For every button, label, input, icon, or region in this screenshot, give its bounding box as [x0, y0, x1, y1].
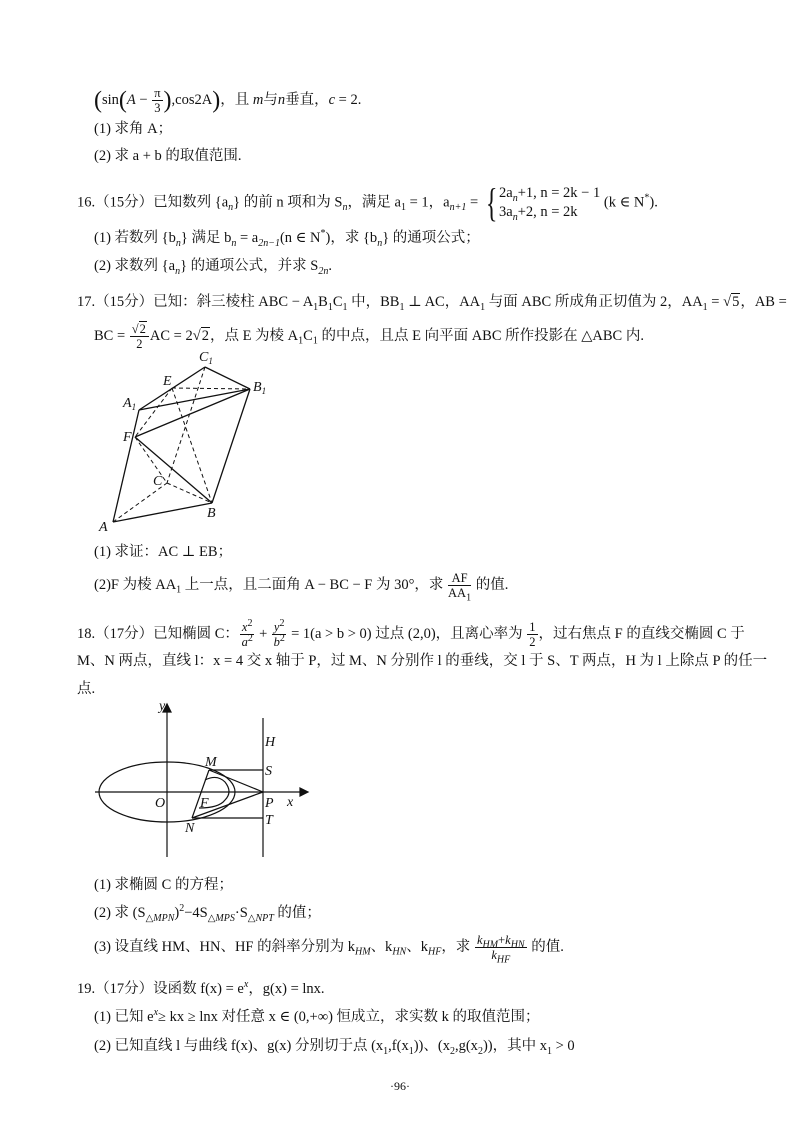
label-e: E — [163, 374, 172, 389]
label-t: T — [265, 813, 273, 828]
q16-subquestion-1: (1) 若数列 $\{b_n\}$ 满足 $b_n = a_{2n-1}(n$ ∈ N*)，求 $\{b_n\}$ 的通项公式； — [94, 228, 480, 249]
q15-subquestion-2: (2) 求 a + b 的取值范围. — [94, 148, 242, 164]
label-f: F — [200, 796, 209, 811]
label-m: M — [205, 755, 217, 770]
q17-statement-line-1: 17.（15分）已知：斜三棱柱 ABC − $A_1B_1C_1$ 中，$BB_1$ ⊥ AC，$AA_1$ 与面 ABC 所成角正切值为 2，$AA_1 = √5$，AB = — [77, 294, 787, 313]
label-a1: $A_1$ — [123, 396, 137, 412]
page-number: ·96· — [390, 1079, 410, 1093]
label-o: O — [155, 796, 166, 811]
q19-subquestion-1: (1) 已知 $e^x\ge$ kx ≥ lnx 对任意 x ∈ (0,+∞) 恒成立，求实数 k 的取值范围； — [94, 1007, 540, 1025]
q18-subquestion-1: (1) 求椭圆 C 的方程； — [94, 877, 233, 893]
label-x: x — [287, 795, 294, 810]
edge-a1-a — [113, 410, 139, 522]
edge-c1-b1 — [205, 367, 250, 389]
edge-c1-c — [167, 367, 205, 483]
q18-statement-line-1: 18.（17分）已知椭圆 C： $\frac{x^2}{a^2}$ + $\frac{y^2}{b^2}$ = 1(a > b > 0) 过点 (2,0)，且离心率为 $\frac{1}{2}$ ，过右焦点 F 的直线交椭圆 C 于 — [77, 617, 745, 649]
edge-e-b1 — [172, 388, 250, 389]
q15-subquestion-1: (1) 求角 A； — [94, 121, 173, 137]
q19-statement: 19.（17分）设函数 $f(x) = e^x$，g(x) = lnx. — [77, 979, 325, 997]
q19-subquestion-2: (2) 已知直线 l 与曲线 f(x)、g(x) 分别切于点 $(x_1,f(x_1))$、$(x_2,g(x_2))$，其中 $x_1 > 0$ — [94, 1038, 575, 1057]
label-s: S — [265, 764, 272, 779]
label-a: A — [99, 520, 108, 535]
label-y: y — [159, 700, 166, 714]
label-c: C — [153, 474, 163, 489]
x-axis-arrow — [300, 788, 308, 796]
label-p: P — [265, 796, 274, 811]
label-f: F — [123, 430, 132, 445]
q18-statement-line-2: M、N 两点，直线 l：x = 4 交 x 轴于 P，过 M、N 分别作 l 的垂线，交 l 于 S、T 两点，H 为 l 上除点 P 的任一 — [77, 653, 768, 669]
q16-statement: 16.（15分）已知数列 $\{a_n\}$ 的前 n 项和为 $S_n$，满足 $a_1 = 1$，$a_{n+1}$ = { $2a_n+1$, n = 2k − 1 $3a_n+2$, n = 2k (k ∈ N*). — [77, 180, 658, 225]
edge-f-b1 — [135, 389, 250, 437]
edge-c-b — [167, 483, 212, 503]
q15-condition-line: (sin(A − $\frac{\pi}{3}$ ),cos2A)，且 m与n垂直，c = 2. — [94, 86, 362, 115]
label-c1: $C_1$ — [199, 350, 213, 366]
q16-subquestion-2: (2) 求数列 $\{a_n\}$ 的通项公式，并求 $S_{2n}$. — [94, 258, 332, 277]
segment-mp — [209, 770, 263, 792]
q18-subquestion-2: (2) 求 $(S_{\triangle MPN})^2-4S_{\triangle MPS}\cdot S_{\triangle NPT}$ 的值； — [94, 903, 321, 924]
q17-prism-figure — [95, 345, 285, 535]
q18-statement-line-3: 点. — [77, 681, 96, 697]
edge-a-b — [113, 503, 212, 522]
label-n: N — [185, 821, 195, 836]
q18-ellipse-figure — [95, 700, 315, 862]
label-b: B — [207, 506, 216, 521]
q17-subquestion-1: (1) 求证：AC ⊥ EB； — [94, 544, 233, 560]
q17-statement-line-2: BC = $\frac{√2}{2}$ AC = 2√2，点 E 为棱 $A_1C_1$ 的中点，且点 E 向平面 ABC 所作投影在 △ABC 内. — [94, 322, 644, 351]
edge-b1-b — [212, 389, 250, 503]
q18-subquestion-3: (3) 设直线 HM、HN、HF 的斜率分别为 $k_{HM}$、$k_{HN}$、$k_{HF}$，求 $\frac{k_{HM}+k_{HN}}{k_{HF}}$ 的值. — [94, 933, 564, 966]
label-b1: $B_1$ — [253, 380, 267, 396]
q17-subquestion-2: (2)F 为棱 $AA_1$ 上一点，且二面角 A − BC − F 为 30°，求 $\frac{AF}{AA_1}$ 的值. — [94, 571, 509, 604]
label-h: H — [265, 735, 276, 750]
